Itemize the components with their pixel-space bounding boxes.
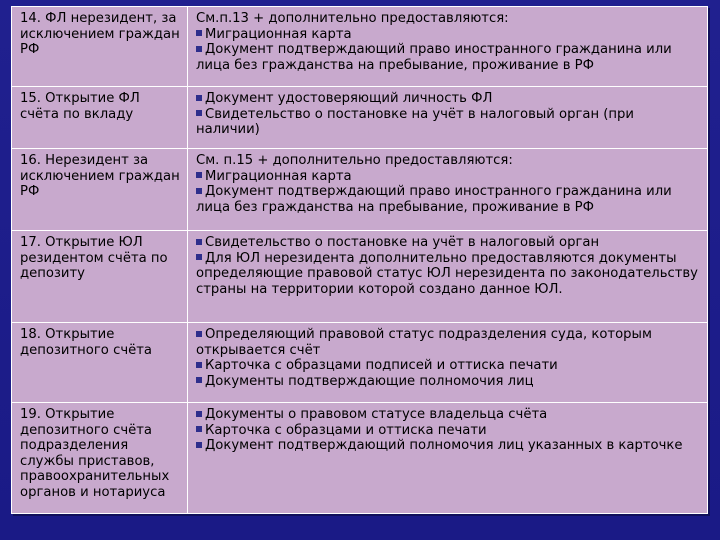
list-item: Определяющий правовой статус подразделения суда, которым открывается счёт bbox=[196, 327, 652, 358]
row-label: 15. Открытие ФЛ счёта по вкладу bbox=[12, 87, 188, 149]
row-details bbox=[188, 403, 708, 514]
bullet-icon bbox=[196, 30, 202, 36]
list-item: Документ подтверждающий право иностранного гражданина или лица без гражданства на пребывание, проживание в РФ bbox=[196, 42, 672, 73]
list-item: Документ подтверждающий полномочия лиц указанных в карточке bbox=[196, 438, 701, 454]
list-item: Документ удостоверяющий личность ФЛ bbox=[196, 91, 701, 107]
table-row bbox=[12, 231, 708, 323]
bullet-icon bbox=[196, 188, 202, 194]
bullet-icon bbox=[196, 254, 202, 260]
list-item: См.п.13 + дополнительно предоставляются: bbox=[196, 11, 509, 26]
list-item: Для ЮЛ нерезидента дополнительно предоставляются документы определяющие правовой статус ЮЛ нерезидента по законодательству страны на территории которой создано данное ЮЛ. bbox=[196, 250, 698, 297]
list-item: Карточка с образцами подписей и оттиска печати bbox=[196, 358, 701, 374]
list-item: Миграционная карта bbox=[196, 27, 701, 43]
table-row bbox=[12, 403, 708, 514]
list-item: Свидетельство о постановке на учёт в налоговый орган bbox=[196, 235, 701, 251]
list-item: Документ подтверждающий право иностранного гражданина или лица без гражданства на пребывание, проживание в РФ bbox=[196, 184, 672, 215]
list-item: Документы о правовом статусе владельца счёта bbox=[196, 407, 701, 423]
bullet-icon bbox=[196, 377, 202, 383]
bullet-icon bbox=[196, 411, 202, 417]
table-row bbox=[12, 87, 708, 149]
bullet-icon bbox=[196, 331, 202, 337]
row-details bbox=[188, 231, 708, 323]
documents-table bbox=[11, 6, 708, 514]
bullet-icon bbox=[196, 362, 202, 368]
list-item: Карточка с образцами и оттиска печати bbox=[196, 423, 701, 439]
row-details bbox=[188, 7, 708, 87]
row-details bbox=[188, 149, 708, 231]
table-row bbox=[12, 149, 708, 231]
row-label: 18. Открытие депозитного счёта bbox=[12, 323, 188, 403]
table-row bbox=[12, 323, 708, 403]
bullet-icon bbox=[196, 239, 202, 245]
bullet-icon bbox=[196, 172, 202, 178]
bullet-icon bbox=[196, 46, 202, 52]
bullet-icon bbox=[196, 442, 202, 448]
row-details bbox=[188, 323, 708, 403]
row-label: 17. Открытие ЮЛ резидентом счёта по депозиту bbox=[12, 231, 188, 323]
list-item: См. п.15 + дополнительно предоставляются: bbox=[196, 153, 513, 168]
row-label: 14. ФЛ нерезидент, за исключением граждан РФ bbox=[12, 7, 188, 87]
bullet-icon bbox=[196, 426, 202, 432]
list-item: Документы подтверждающие полномочия лиц bbox=[196, 374, 701, 390]
list-item: Миграционная карта bbox=[196, 169, 701, 185]
row-details bbox=[188, 87, 708, 149]
row-label: 16. Нерезидент за исключением граждан РФ bbox=[12, 149, 188, 231]
table-row bbox=[12, 7, 708, 87]
bullet-icon bbox=[196, 110, 202, 116]
list-item: Свидетельство о постановке на учёт в налоговый орган (при наличии) bbox=[196, 106, 634, 138]
row-label: 19. Открытие депозитного счёта подразделения службы приставов, правоохранительных органов и нотариуса bbox=[12, 403, 188, 514]
bullet-icon bbox=[196, 95, 202, 101]
